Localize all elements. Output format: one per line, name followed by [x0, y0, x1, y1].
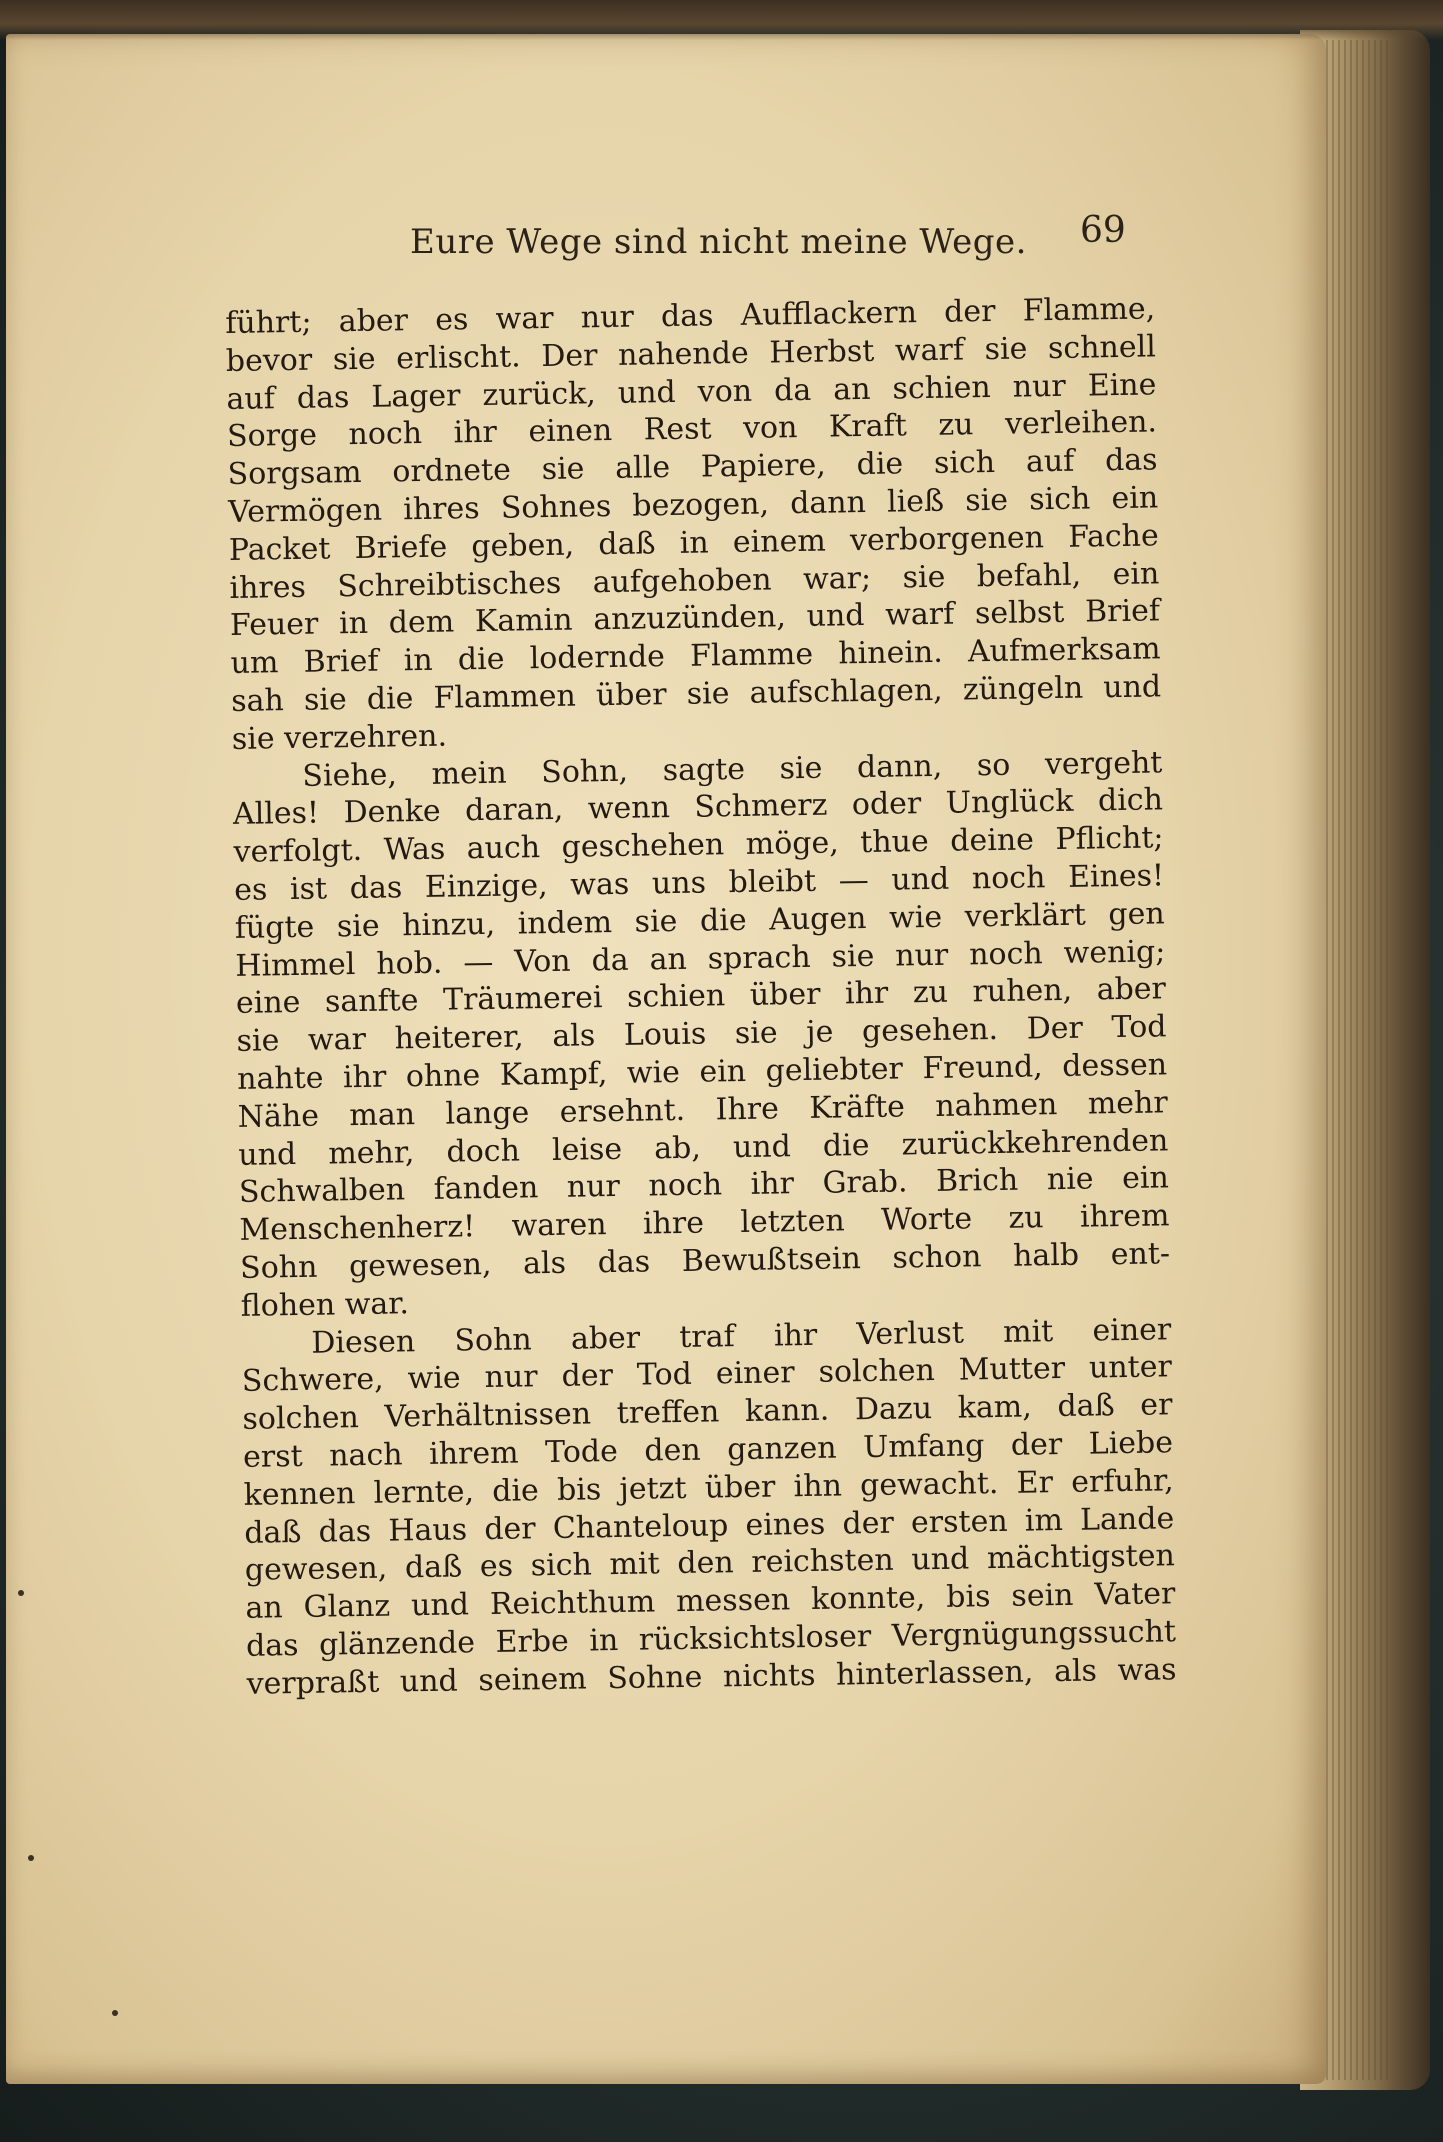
text-line: Menschenherz! waren ihre letzten Worte zu ihrem: [239, 1198, 1170, 1249]
text-line: daß das Haus der Chanteloup eines der ersten im Lande: [244, 1500, 1175, 1551]
text-line: Schwalben fanden nur noch ihr Grab. Brich nie ein: [238, 1160, 1170, 1211]
text-line: Feuer in dem Kamin anzuzünden, und warf selbst Brief: [229, 593, 1161, 644]
paper-speck: [18, 1590, 24, 1596]
text-line: Vermögen ihres Sohnes bezogen, dann ließ sie sich ein: [227, 480, 1159, 530]
text-line: Schwere, wie nur der Tod einer solchen Mutter unter: [241, 1349, 1173, 1400]
text-line: sie war heiterer, als Louis sie je gesehen. Der Tod: [236, 1009, 1167, 1060]
text-line: solchen Verhältnissen treffen kann. Dazu kam, daß er: [242, 1387, 1173, 1437]
text-line: flohen war.: [240, 1285, 410, 1324]
text-line: nahte ihr ohne Kampf, wie ein geliebter Freund, dessen: [236, 1047, 1168, 1097]
text-line: Diesen Sohn aber traf ihr Verlust mit einer: [311, 1311, 1172, 1361]
text-line: fügte sie hinzu, indem sie die Augen wie verklärt gen: [234, 896, 1165, 946]
text-line: führt; aber es war nur das Aufflackern der Flamme,: [225, 291, 1156, 341]
text-line: verfolgt. Was auch geschehen möge, thue deine Pflicht;: [233, 820, 1164, 871]
binding-strip: [0, 0, 1443, 40]
text-line: gewesen, daß es sich mit den reichsten und mächtigsten: [244, 1538, 1176, 1589]
text-line: es ist das Einzige, was uns bleibt — und noch Eines!: [233, 858, 1165, 908]
text-line: Sorge noch ihr einen Rest von Kraft zu verleihen.: [226, 404, 1158, 455]
text-line: sah sie die Flammen über sie aufschlagen, züngeln und: [230, 669, 1162, 719]
body-text: [225, 290, 1177, 1703]
text-line: um Brief in die lodernde Flamme hinein. Aufmerksam: [230, 631, 1161, 682]
text-line: das glänzende Erbe in rücksichtsloser Vergnügungssucht: [245, 1614, 1177, 1664]
text-line: Himmel hob. — Von da an sprach sie nur noch wenig;: [235, 933, 1166, 984]
text-line: verpraßt und seinem Sohne nichts hinterlassen, als was: [246, 1651, 1177, 1702]
text-line: kennen lernte, die bis jetzt über ihn gewacht. Er erfuhr,: [243, 1462, 1174, 1513]
running-title: Eure Wege sind nicht meine Wege.: [410, 222, 1027, 262]
text-line: erst nach ihrem Tode den ganzen Umfang der Liebe: [242, 1425, 1174, 1475]
text-line: ihres Schreibtisches aufgehoben war; sie befahl, ein: [229, 555, 1160, 606]
text-line: und mehr, doch leise ab, und die zurückkehrenden: [238, 1122, 1169, 1173]
text-line: bevor sie erlischt. Der nahende Herbst warf sie schnell: [225, 329, 1157, 379]
text-line: auf das Lager zurück, und von da an schien nur Eine: [226, 366, 1157, 417]
text-line: Nähe man lange ersehnt. Ihre Kräfte nahmen mehr: [237, 1085, 1168, 1135]
text-line: eine sanfte Träumerei schien über ihr zu ruhen, aber: [235, 971, 1167, 1022]
text-line: Packet Briefe geben, daß in einem verborgenen Fache: [228, 518, 1160, 568]
text-line: Siehe, mein Sohn, sagte sie dann, so vergeht: [302, 744, 1163, 794]
text-line: sie verzehren.: [231, 718, 448, 757]
paper-speck: [28, 1855, 34, 1861]
text-line: an Glanz und Reichthum messen konnte, bis sein Vater: [245, 1576, 1176, 1626]
page-number: 69: [1080, 210, 1126, 251]
text-line: Alles! Denke daran, wenn Schmerz oder Unglück dich: [232, 782, 1164, 833]
page-edge-lines: [1320, 40, 1390, 2080]
text-line: Sohn gewesen, als das Bewußtsein schon halb ent-: [239, 1236, 1171, 1286]
page-header: [0, 210, 1443, 270]
text-line: Sorgsam ordnete sie alle Papiere, die sich auf das: [227, 442, 1158, 493]
paper-speck: [112, 2010, 118, 2016]
